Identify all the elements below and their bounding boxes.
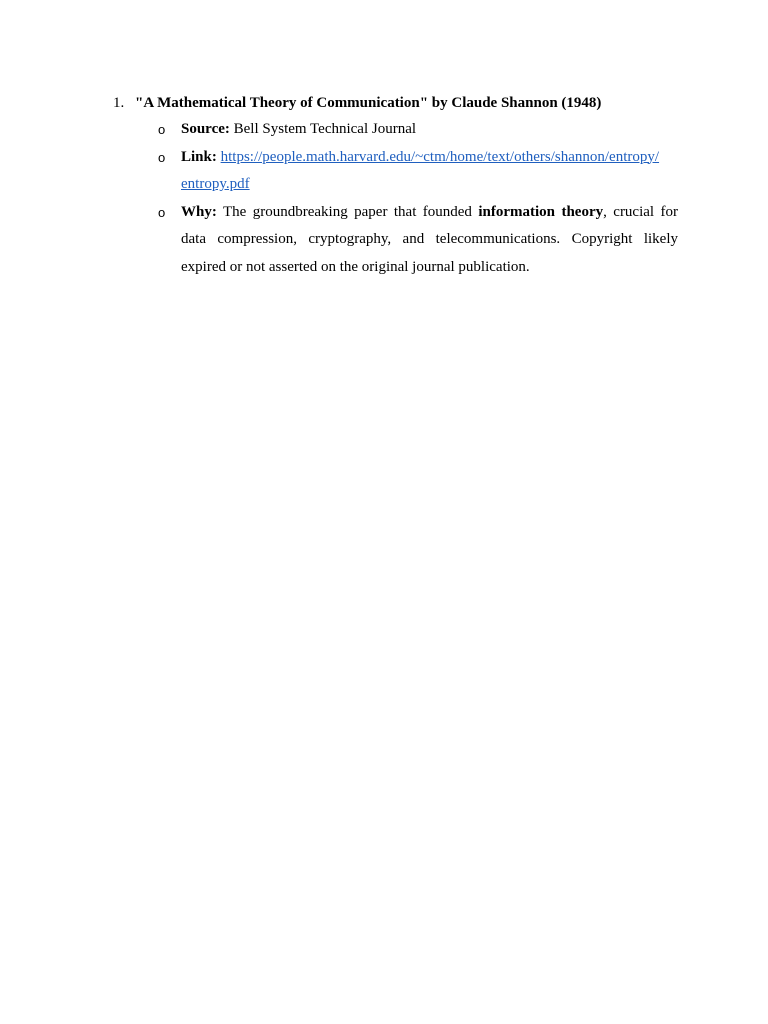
entry-heading <box>113 90 683 116</box>
source-item <box>113 116 678 144</box>
entry-title: "A Mathematical Theory of Communication" by Claude Shannon (1948) <box>135 95 602 111</box>
why-item <box>113 199 678 282</box>
why-emphasis: information theory <box>478 203 604 220</box>
link-item <box>113 144 678 199</box>
source-value: Bell System Technical Journal <box>233 121 417 137</box>
bullet-icon: o <box>158 149 166 165</box>
source-label: Source: <box>181 121 230 137</box>
pdf-link[interactable] <box>181 149 659 193</box>
why-text-end: , crucial for data compression, cryptography, and telecommunications. Copyright likely expired or not asserted on the original journal publication. <box>181 203 678 275</box>
bullet-icon: o <box>158 204 166 220</box>
pdf-link-line-2[interactable]: entropy.pdf <box>181 176 250 192</box>
pdf-link-line-1[interactable]: https://people.math.harvard.edu/~ctm/home/text/others/shannon/entropy/ <box>220 148 660 165</box>
entry-details-list <box>113 116 683 281</box>
why-label: Why: <box>181 203 217 220</box>
entry-number: 1. <box>113 95 125 111</box>
bullet-icon: o <box>158 122 166 137</box>
reference-entry <box>113 90 683 281</box>
why-text-start: The groundbreaking paper that founded <box>223 203 479 220</box>
link-label: Link: <box>181 148 217 165</box>
